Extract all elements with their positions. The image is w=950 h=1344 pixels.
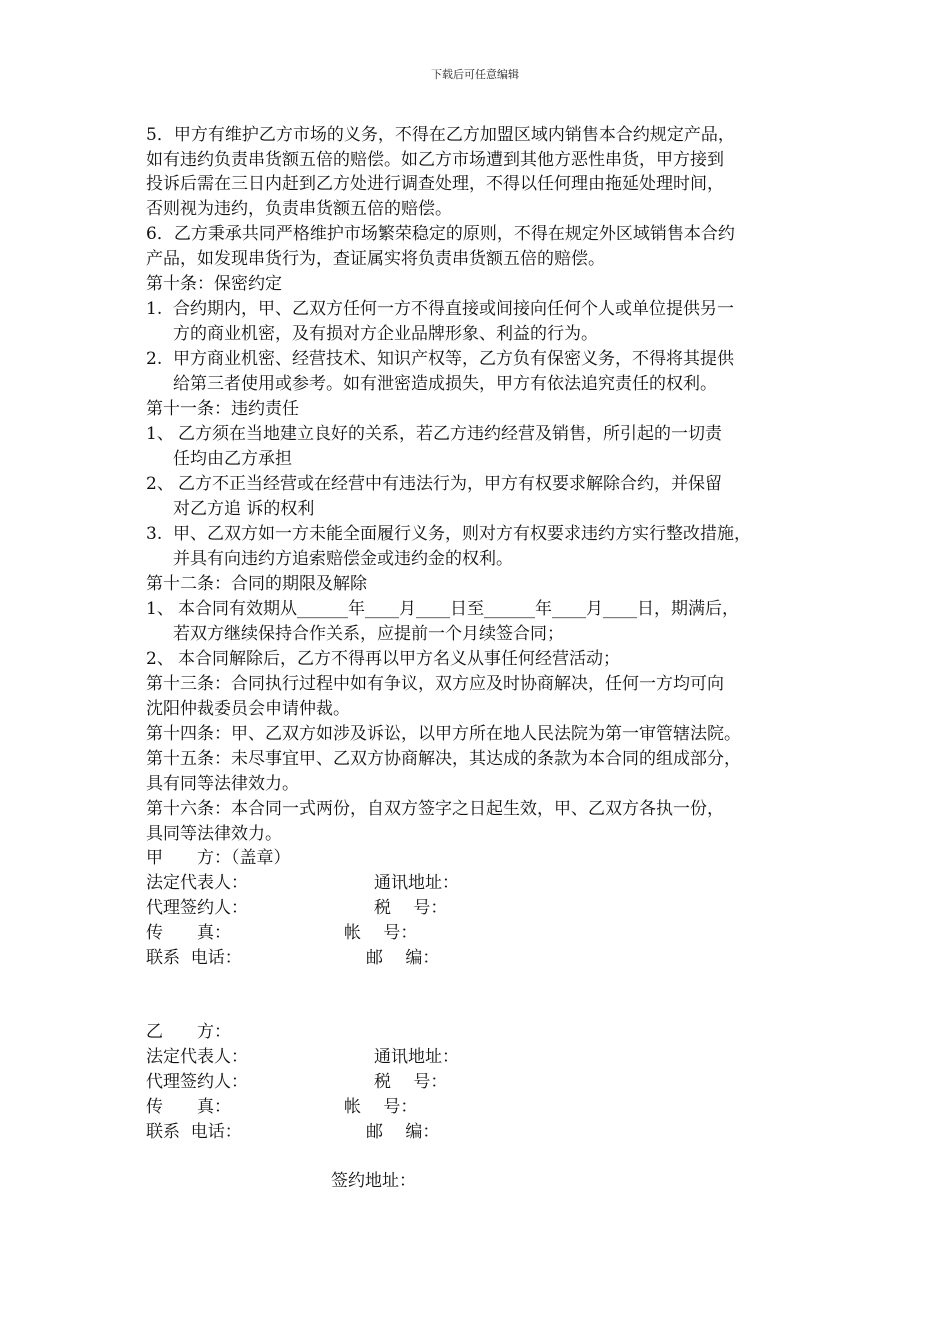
section-16-line-2: 具同等法律效力。: [146, 824, 282, 844]
clause-11-2-line-2: 对乙方追 诉的权利: [173, 499, 315, 519]
clause-11-3-line-2: 并具有向违约方追索赔偿金或违约金的权利。: [173, 549, 513, 569]
section-14: 第十四条：甲、乙双方如涉及诉讼，以甲方所在地人民法院为第一审管辖法院。: [146, 724, 741, 744]
clause-11-2-line-1: 乙方不正当经营或在经营中有违法行为，甲方有权要求解除合约，并保留: [178, 474, 722, 494]
section-11-title: 第十一条：违约责任: [146, 399, 299, 419]
clause-11-1-line-1: 乙方须在当地建立良好的关系，若乙方违约经营及销售，所引起的一切责: [178, 424, 722, 444]
list-number: 1.: [146, 299, 163, 319]
party-a-tax: 税 号：: [374, 898, 448, 918]
list-number: 2、: [146, 649, 174, 669]
clause-10-1-line-1: 合约期内，甲、乙双方任何一方不得直接或间接向任何个人或单位提供另一: [173, 299, 734, 319]
page-header: 下载后可任意编辑: [431, 68, 519, 81]
party-a-legal-rep: 法定代表人：: [146, 873, 248, 893]
list-number: 2.: [146, 349, 163, 369]
party-a-fax: 传 真：: [146, 923, 231, 943]
party-b-phone: 联系 电话：: [146, 1122, 242, 1142]
list-number: 1、: [146, 599, 174, 619]
section-15-line-1: 第十五条：未尽事宜甲、乙双方协商解决，其达成的条款为本合同的组成部分，: [146, 749, 741, 769]
party-b-account: 帐 号：: [344, 1097, 418, 1117]
party-b-title: 乙 方：: [146, 1022, 231, 1042]
section-13-line-1: 第十三条：合同执行过程中如有争议，双方应及时协商解决，任何一方均可向: [146, 674, 724, 694]
party-a-account: 帐 号：: [344, 923, 418, 943]
party-a-address: 通讯地址：: [374, 873, 459, 893]
party-a-postcode: 邮 编：: [366, 948, 440, 968]
clause-9-5-line-4: 否则视为违约，负责串货额五倍的赔偿。: [146, 199, 452, 219]
section-15-line-2: 具有同等法律效力。: [146, 774, 299, 794]
party-b-tax: 税 号：: [374, 1072, 448, 1092]
clause-11-1-line-2: 任均由乙方承担: [173, 449, 292, 469]
party-b-legal-rep: 法定代表人：: [146, 1047, 248, 1067]
clause-10-1-line-2: 方的商业机密，及有损对方企业品牌形象、利益的行为。: [173, 324, 598, 344]
party-b-agent: 代理签约人：: [146, 1072, 248, 1092]
clause-10-2-line-2: 给第三者使用或参考。如有泄密造成损失，甲方有依法追究责任的权利。: [173, 374, 717, 394]
party-b-address: 通讯地址：: [374, 1047, 459, 1067]
section-16-line-1: 第十六条：本合同一式两份，自双方签字之日起生效，甲、乙双方各执一份，: [146, 799, 724, 819]
clause-9-5-line-3: 投诉后需在三日内赶到乙方处进行调查处理，不得以任何理由拖延处理时间，: [146, 174, 724, 194]
clause-12-1-line-1: 本合同有效期从______年____月____日至______年____月____日，期满后，: [178, 599, 739, 619]
sign-address: 签约地址：: [331, 1171, 416, 1191]
clause-11-3-line-1: 甲、乙双方如一方未能全面履行义务，则对方有权要求违约方实行整改措施，: [173, 524, 751, 544]
section-13-line-2: 沈阳仲裁委员会申请仲裁。: [146, 699, 350, 719]
section-12-title: 第十二条：合同的期限及解除: [146, 574, 367, 594]
list-number: 2、: [146, 474, 174, 494]
clause-12-2-line-1: 本合同解除后，乙方不得再以甲方名义从事任何经营活动；: [178, 649, 620, 669]
party-a-title: 甲 方：（盖章）: [146, 848, 291, 868]
party-a-phone: 联系 电话：: [146, 948, 242, 968]
list-number: 1、: [146, 424, 174, 444]
list-number: 3.: [146, 524, 163, 544]
clause-10-2-line-1: 甲方商业机密、经营技术、知识产权等，乙方负有保密义务，不得将其提供: [173, 349, 734, 369]
clause-9-5-line-1: 5．甲方有维护乙方市场的义务，不得在乙方加盟区域内销售本合约规定产品，: [146, 125, 735, 145]
party-a-agent: 代理签约人：: [146, 898, 248, 918]
clause-9-5-line-2: 如有违约负责串货额五倍的赔偿。如乙方市场遭到其他方恶性串货，甲方接到: [146, 150, 724, 170]
party-b-fax: 传 真：: [146, 1097, 231, 1117]
party-b-postcode: 邮 编：: [366, 1122, 440, 1142]
section-10-title: 第十条：保密约定: [146, 274, 282, 294]
clause-9-6-line-2: 产品，如发现串货行为，查证属实将负责串货额五倍的赔偿。: [146, 249, 605, 269]
clause-12-1-line-2: 若双方继续保持合作关系，应提前一个月续签合同；: [173, 624, 564, 644]
clause-9-6-line-1: 6．乙方秉承共同严格维护市场繁荣稳定的原则，不得在规定外区域销售本合约: [146, 224, 735, 244]
